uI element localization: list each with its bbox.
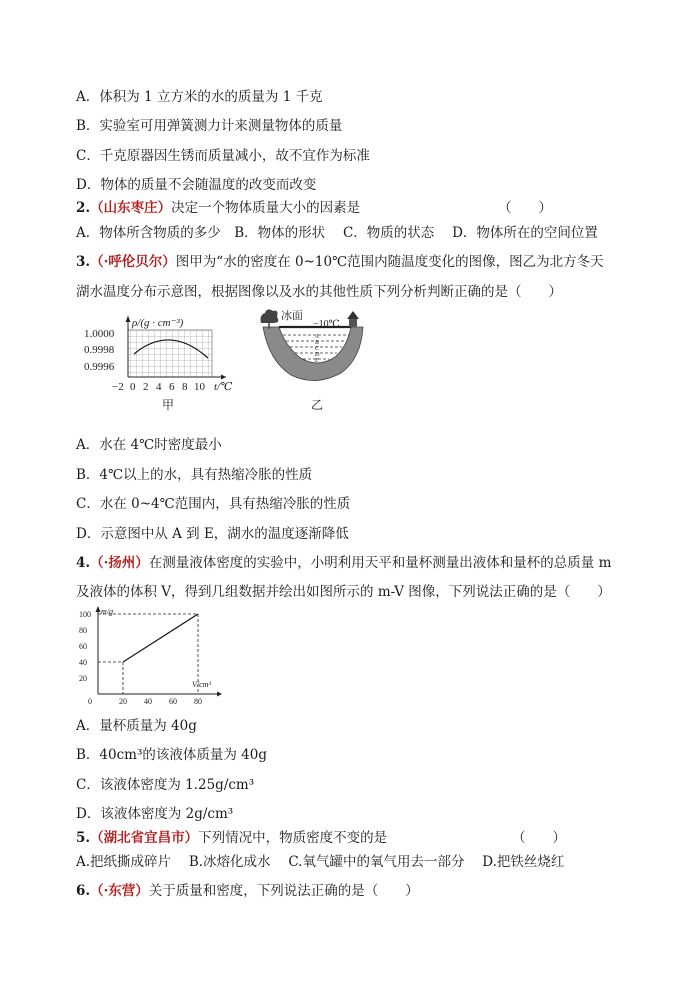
q3-graph-ylabel: ρ/(g · cm⁻³) — [132, 317, 184, 329]
lake-ice-label: 冰面 — [281, 310, 303, 322]
q4-option-b: B．40cm³的该液体质量为 40g — [76, 747, 267, 763]
q3-lake-diagram — [255, 305, 370, 415]
q3-graph-xlabel: t/℃ — [214, 381, 233, 393]
lake-point-e: E — [315, 358, 319, 364]
q3-option-d: D．示意图中从 A 到 E，湖水的温度逐渐降低 — [76, 526, 349, 542]
q1-option-c: C．千克原器因生锈而质量减小，故不宜作为标准 — [76, 148, 370, 164]
q4-stem-1: 在测量液体密度的实验中，小明利用天平和量杯测量出液体和量杯的总质量 m — [148, 555, 612, 571]
lake-point-c: C — [315, 346, 320, 352]
q4-number: 4. — [76, 555, 91, 571]
tree-icon — [261, 309, 279, 323]
q3-stem-line-2: 湖水温度分布示意图，根据图像以及水的其他性质下列分析判断正确的是（ ） — [76, 284, 562, 300]
q6-stem-line — [76, 882, 419, 900]
q2-stem: 决定一个物体质量大小的因素是 — [171, 200, 361, 216]
q4-ytick-label: 40 — [79, 658, 87, 667]
q4-mv-graph — [76, 604, 226, 706]
q4-option-d: D．该液体密度为 2g/cm³ — [76, 806, 234, 822]
q3-graph-xtick: −2 — [112, 381, 124, 393]
q3-graph-xtick: 0 — [130, 381, 136, 393]
q3-source: （·呼伦贝尔） — [90, 254, 176, 270]
q3-graph-xtick: 8 — [182, 381, 188, 393]
q3-graph-ytick: 0.9998 — [84, 344, 115, 356]
q4-ylabel: m/g — [101, 607, 113, 616]
q3-stem-1: 图甲为“水的密度在 0~10℃范围内随温度变化的图像，图乙为北方冬天 — [175, 254, 604, 270]
house-roof-icon — [347, 311, 359, 319]
q3-graph-ytick: 0.9996 — [84, 361, 115, 373]
lake-temp-label: −10℃ — [313, 319, 340, 330]
q3-option-a: A．水在 4℃时密度最小 — [76, 437, 222, 453]
q4-xtick-label: 60 — [169, 697, 177, 706]
q3-graph-grid — [128, 330, 212, 377]
q4-option-a: A．量杯质量为 40g — [76, 718, 197, 734]
q3-number: 3. — [76, 254, 91, 270]
q3-stem-line-1 — [76, 253, 604, 271]
q4-ytick-label: 80 — [79, 626, 87, 635]
lake-point-d: D — [315, 352, 320, 358]
q4-xtick-label: 80 — [194, 697, 202, 706]
q5-source: （湖北省宜昌市） — [90, 830, 199, 846]
q4-stem-line-2: 及液体的体积 V，得到几组数据并绘出如图所示的 m-V 图像，下列说法正确的是（ ） — [76, 584, 611, 600]
house-icon — [349, 319, 357, 327]
q4-source: （·扬州） — [90, 555, 149, 571]
q3-graph-xtick: 2 — [143, 381, 149, 393]
q5-number: 5. — [76, 830, 91, 846]
q4-xtick-label: 40 — [144, 697, 152, 706]
q5-stem-line — [76, 829, 387, 847]
q4-xtick-label: 0 — [88, 697, 92, 706]
q6-source: （·东营） — [90, 883, 149, 899]
q5-options: A.把纸撕成碎片 B.冰熔化成水 C.氧气罐中的氧气用去一部分 D.把铁丝烧红 — [76, 854, 565, 870]
q1-option-b: B．实验室可用弹簧测力计来测量物体的质量 — [76, 118, 343, 134]
q3-option-b: B．4℃以上的水，具有热缩冷胀的性质 — [76, 467, 313, 483]
q3-option-c: C．水在 0~4℃范围内，具有热缩冷胀的性质 — [76, 496, 351, 512]
q4-x-arrow — [217, 692, 222, 697]
q3-density-graph — [76, 312, 251, 412]
q4-data-line — [123, 614, 198, 662]
q5-answer-paren: （ ） — [512, 830, 566, 846]
q2-stem-line — [76, 199, 360, 217]
q3-graph-x-arrow — [221, 375, 226, 380]
q4-y-arrow — [96, 606, 101, 612]
q6-stem: 关于质量和密度，下列说法正确的是（ ） — [148, 883, 419, 899]
q3-figure-caption-jia: 甲 — [162, 398, 175, 412]
q6-number: 6. — [76, 883, 91, 899]
q2-answer-paren: （ ） — [498, 200, 552, 216]
lake-point-a: A — [315, 334, 319, 340]
q2-number: 2. — [76, 200, 91, 216]
q5-stem: 下列情况中，物质密度不变的是 — [198, 830, 388, 846]
q1-option-d: D．物体的质量不会随温度的改变而改变 — [76, 177, 317, 193]
q1-option-a: A．体积为 1 立方米的水的质量为 1 千克 — [76, 89, 323, 105]
q3-graph-ytick: 1.0000 — [84, 328, 115, 340]
q4-ytick-label: 20 — [79, 674, 87, 683]
q3-graph-xtick: 6 — [169, 381, 175, 393]
q4-ytick-label: 100 — [79, 610, 91, 619]
q3-graph-xtick: 4 — [156, 381, 162, 393]
q2-source: （山东枣庄） — [90, 200, 172, 216]
q4-ytick-label: 60 — [79, 642, 87, 651]
q4-xlabel: V/cm³ — [192, 680, 211, 689]
lake-point-b: B — [315, 340, 319, 346]
q3-graph-xtick: 10 — [194, 381, 205, 393]
q3-figure-caption-yi: 乙 — [311, 398, 324, 412]
q2-options: A．物体所含物质的多少 B．物体的形状 C．物质的状态 D．物体所在的空间位置 — [76, 225, 598, 241]
q4-option-c: C．该液体密度为 1.25g/cm³ — [76, 777, 255, 793]
q3-graph-y-arrow — [126, 316, 131, 322]
q4-stem-line-1 — [76, 554, 611, 572]
q4-xtick-label: 20 — [119, 697, 127, 706]
